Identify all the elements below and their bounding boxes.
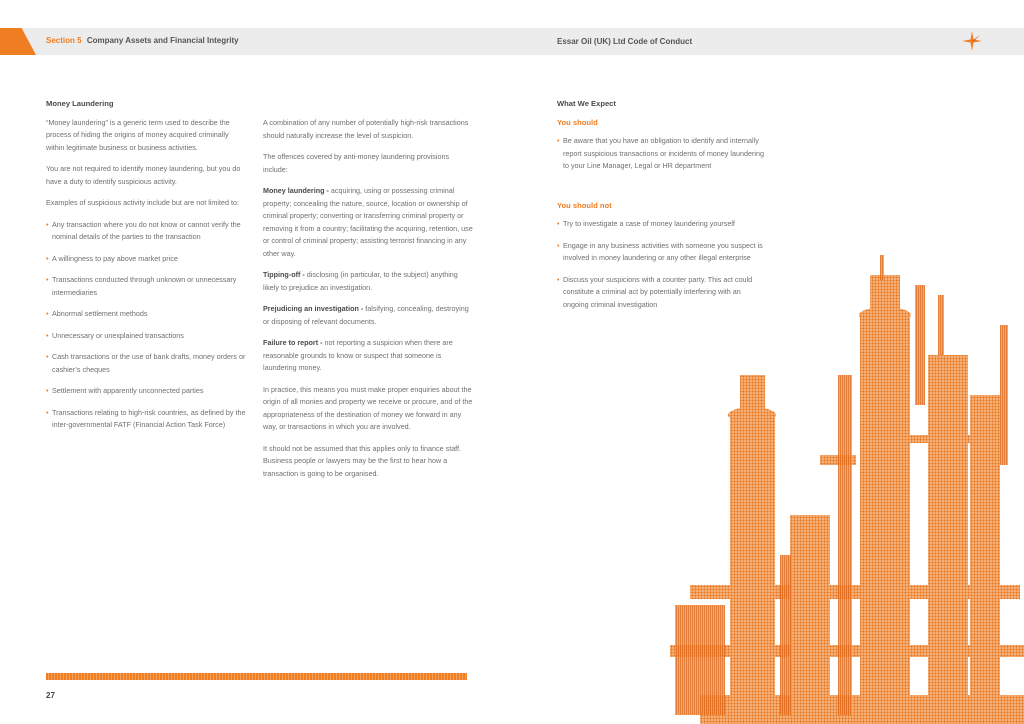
list-item: • A willingness to pay above market price	[46, 253, 246, 266]
list-item: • Transactions conducted through unknown or unnecessary intermediaries	[46, 274, 246, 299]
offence-term: Prejudicing an investigation -	[263, 304, 366, 313]
footer-bar	[46, 673, 467, 680]
paragraph: A combination of any number of potentially high-risk transactions should naturally increase the level of suspicion.	[263, 118, 469, 140]
offence-text: falsifying, concealing, destroying or disposing of relevant documents.	[263, 304, 469, 326]
offence-text: disclosing (in particular, to the subject) anything likely to prejudice an investigation.	[263, 270, 458, 292]
list-item: • Cash transactions or the use of bank drafts, money orders or cashier’s cheques	[46, 351, 246, 376]
offence-prejudicing	[263, 303, 473, 328]
paragraph: It should not be assumed that this applies only to finance staff. Business people or lawyers may be the first to hear how a transaction is going to be organised.	[263, 443, 462, 478]
column-offences	[263, 117, 473, 489]
offence-tipping-off	[263, 269, 473, 294]
list-item: • Engage in any business activities with someone you suspect is involved in money laundering or any other illegal enterprise	[557, 240, 767, 265]
you-should-list	[557, 135, 767, 173]
offence-term: Failure to report -	[263, 338, 325, 347]
paragraph: Examples of suspicious activity include but are not limited to:	[46, 198, 239, 207]
offence-term: Tipping-off -	[263, 270, 307, 279]
paragraph: In practice, this means you must make proper enquiries about the origin of all monies and property we receive or procure, and of the appropriateness of the destination of money we forward in any way, or transactions in which you are involved.	[263, 384, 473, 431]
section-number: Section 5	[46, 36, 82, 45]
refinery-illustration	[670, 255, 1024, 724]
paragraph: You are not required to identify money laundering, but you do have a duty to identify suspicious activity.	[46, 164, 241, 186]
page-header	[0, 28, 1024, 55]
column-money-laundering	[46, 98, 246, 441]
offence-term: Money laundering -	[263, 186, 331, 195]
you-should-not-heading: You should not	[557, 200, 612, 210]
paragraph: “Money laundering” is a generic term used to describe the process of hiding the origins of money acquired criminally within legitimate business or business activities.	[46, 117, 230, 152]
list-item: • Any transaction where you do not know or cannot verify the nominal details of the parties to the transaction	[46, 219, 246, 244]
suspicious-activity-list	[46, 219, 246, 432]
essar-star-icon	[962, 31, 982, 51]
offence-text: acquiring, using or possessing criminal property; concealing the nature, source, location or ownership of criminal property; converting or transferring criminal property or removing it from a country; facilitating the acquiring, retention, use or control of criminal property; assisting terrorist financing in any other way.	[263, 186, 473, 258]
section-title	[46, 36, 239, 45]
list-item: • Settlement with apparently unconnected parties	[46, 385, 246, 398]
offence-money-laundering	[263, 185, 473, 260]
you-should-heading: You should	[557, 117, 598, 127]
list-item: • Try to investigate a case of money laundering yourself	[557, 218, 767, 231]
document-title: Essar Oil (UK) Ltd Code of Conduct	[557, 37, 693, 46]
offence-text: not reporting a suspicion when there are reasonable grounds to know or suspect that someone is laundering money.	[263, 338, 453, 372]
offence-failure-to-report	[263, 337, 473, 375]
money-laundering-heading: Money Laundering	[46, 99, 114, 108]
list-item: • Transactions relating to high-risk countries, as defined by the inter-governmental FATF (Financial Action Task Force)	[46, 407, 246, 432]
list-item: • Abnormal settlement methods	[46, 308, 246, 321]
list-item: • Be aware that you have an obligation to identify and internally report suspicious transactions or incidents of money laundering to your Line Manager, Legal or HR department	[557, 135, 767, 173]
paragraph: The offences covered by anti-money laundering provisions include:	[263, 152, 450, 174]
what-we-expect-heading: What We Expect	[557, 99, 616, 108]
list-item: • Discuss your suspicions with a counter party. This act could constitute a criminal act by potentially interfering with an ongoing criminal investigation	[557, 274, 767, 312]
page-number: 27	[46, 691, 55, 700]
section-name: Company Assets and Financial Integrity	[86, 36, 239, 45]
list-item: • Unnecessary or unexplained transactions	[46, 330, 246, 343]
header-tab	[0, 28, 36, 55]
